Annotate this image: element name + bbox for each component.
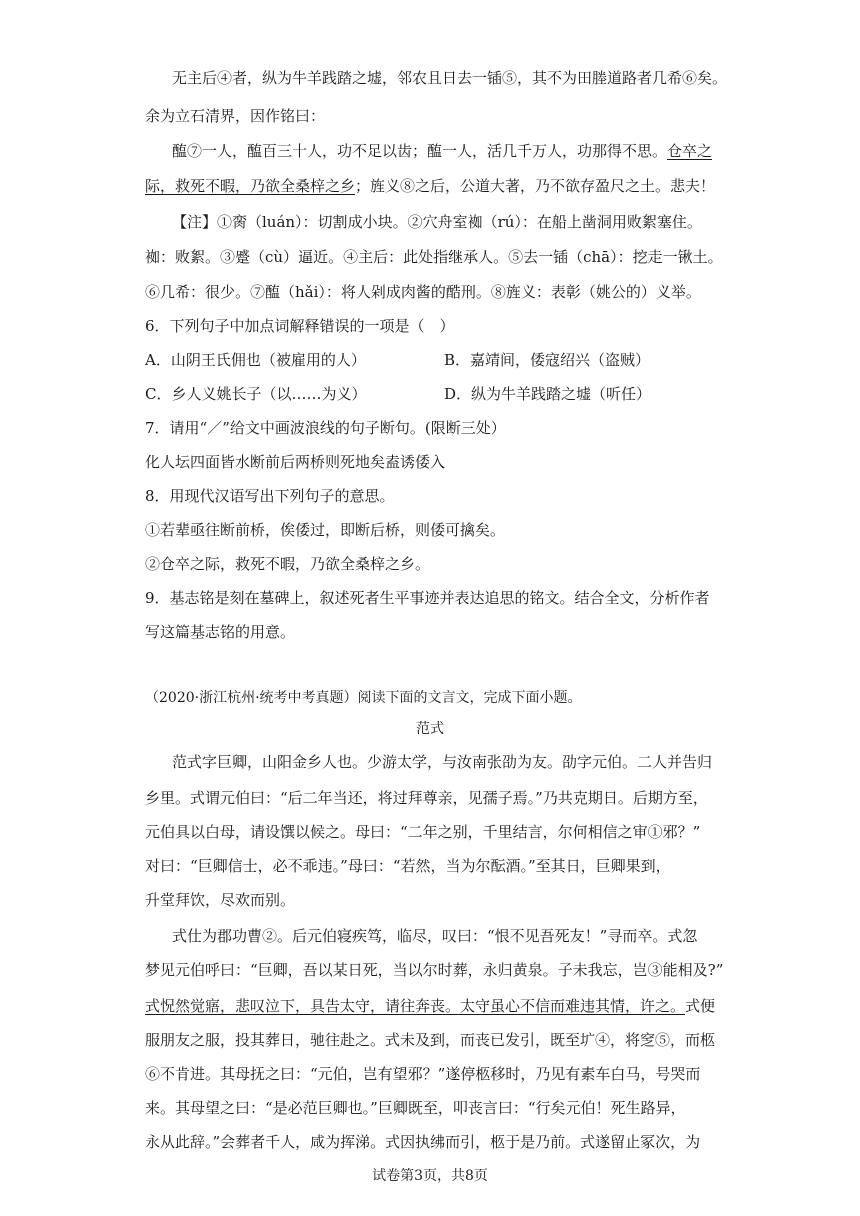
passage-title: 范式 [416,721,444,737]
inscription-line [145,176,715,196]
page-footer: 试卷第3页，共8页 [372,1168,488,1184]
inscription-text: 醢⑦一人，醢百三十人，功不足以齿；醢一人，活几千万人，功那得不思。 [172,142,668,160]
option-d: D．纵为牛羊践踏之墟（听任） [444,385,652,403]
passage-line: 梦见元伯呼曰：“巨卿，吾以某日死，当以尔时葬，永归黄泉。子未我忘，岂③能相及?” [145,961,724,979]
inscription-text: ；旌义⑧之后，公道大著，乃不欲存盈尺之土。悲夫！ [355,177,716,195]
passage-line: 永从此辞。”会葬者千人，咸为挥涕。式因执绋而引，柩于是乃前。式遂留止冢次，为 [145,1133,701,1151]
passage-line: 来。其母望之曰：“是必范巨卿也。”巨卿既至，叩丧言曰：“行矣元伯！死生路异， [145,1099,686,1117]
passage-line: 对曰：“巨卿信士，必不乖违。”母曰：“若然，当为尔酝酒。”至其日，巨卿果到， [145,857,671,875]
passage-line: 无主后④者，纵为牛羊践踏之墟，邻农且日去一锸⑤，其不为田塍道路者几希⑥矣。 [172,69,728,87]
passage-line: 乡里。式谓元伯曰：“后二年当还，将过拜尊亲，见孺子焉。”乃共克期日。后期方至， [145,789,708,807]
source-line: （2020·浙江杭州·统考中考真题）阅读下面的文言文，完成下面小题。 [145,690,582,706]
option-c: C．乡人义姚长子（以……为义） [145,385,367,403]
passage-line [145,996,715,1016]
passage-line: 范式字巨卿，山阳金乡人也。少游太学，与汝南张劭为友。劭字元伯。二人并告归 [172,753,713,771]
question-6: 6．下列句子中加点词解释错误的一项是（ ） [145,317,455,335]
underlined-text: 式怳然觉寤，悲叹泣下，具告太守，请往奔丧。太守虽心不信而难违其情，许之。 [145,997,686,1015]
question-9: 写这篇基志铭的用意。 [145,623,296,641]
underlined-text: 仓卒之 [667,142,713,160]
option-b: B．嘉靖间，倭寇绍兴（盗贼） [444,351,651,369]
question-8: 8．用现代汉语写出下列句子的意思。 [145,487,395,505]
question-7-text: 化人坛四面皆水断前后两桥则死地矣盍诱倭入 [145,453,446,471]
passage-line: 余为立石清界，因作铭曰： [145,107,326,125]
passage-line: ⑥不肯进。其母抚之曰：“元伯，岂有望邪？”遂停柩移时，乃见有素车白马，号哭而 [145,1065,701,1083]
underlined-text: 际，救死不暇，乃欲全桑梓之乡 [145,177,356,195]
note-line: 袽：败絮。③蹙（cù）逼近。④主后：此处指继承人。⑤去一锸（chā）：挖走一锹土。 [145,248,723,266]
question-8-item: ①若辈亟往断前桥，俟倭过，即断后桥，则倭可擒矣。 [145,521,506,539]
question-9: 9．基志铭是刻在墓碑上，叙述死者生平事迹并表达追思的铭文。结合全文，分析作者 [145,589,710,607]
question-7: 7．请用“／”给文中画波浪线的句子断句。(限断三处） [145,419,506,437]
option-a: A．山阴王氏佣也（被雇用的人） [145,351,366,369]
question-8-item: ②仓卒之际，救死不暇，乃欲全桑梓之乡。 [145,555,431,573]
passage-line: 元伯具以白母，请设馔以候之。母曰：“二年之别，千里结言，尔何相信之审①邪？” [145,823,701,841]
inscription-line [172,141,712,161]
passage-line: 式仕为郡功曹②。后元伯寝疾笃，临尽，叹曰：“恨不见吾死友！”寻而卒。式忽 [172,927,698,945]
passage-text: 式便 [685,997,716,1015]
passage-line: 服朋友之服，投其葬日，驰往赴之。式未及到，而丧已发引，既至圹④，将窆⑤，而柩 [145,1031,716,1049]
note-line: ⑥几希：很少。⑦醢（hǎi）：将人剁成肉酱的酷刑。⑧旌义：表彰（姚公的）义举。 [145,283,701,301]
note-line: 【注】①脔（luán）：切割成小块。②穴舟室袽（rú）：在船上凿洞用败絮塞住。 [172,213,702,231]
passage-line: 升堂拜饮，尽欢而别。 [145,891,296,909]
